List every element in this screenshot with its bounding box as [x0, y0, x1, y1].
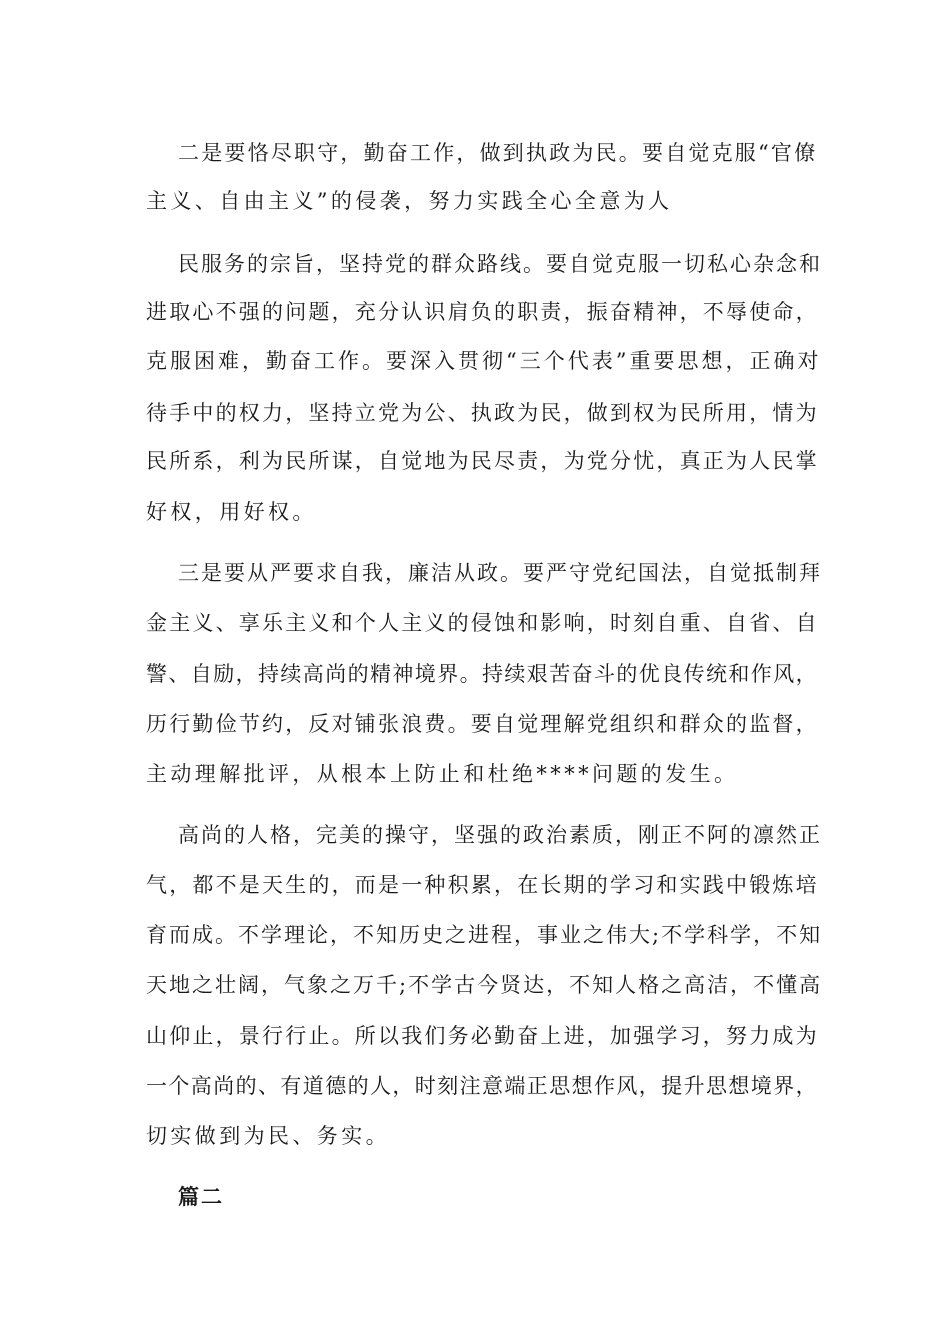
- paragraph-4-line-5: 山仰止，景行行止。所以我们务必勤奋上进，加强学习，努力成为: [146, 1024, 819, 1048]
- paragraph-2-line-1: 民服务的宗旨，坚持党的群众路线。要自觉克服一切私心杂念和: [178, 252, 822, 276]
- paragraph-2-line-6: 好权，用好权。: [146, 500, 317, 524]
- paragraph-3-line-2: 金主义、享乐主义和个人主义的侵蚀和影响，时刻自重、自省、自: [146, 611, 819, 635]
- paragraph-2-line-2: 进取心不强的问题，充分认识肩负的职责，振奋精神，不辱使命，: [146, 300, 819, 324]
- paragraph-3-line-5: 主动理解批评，从根本上防止和杜绝****问题的发生。: [146, 762, 739, 786]
- paragraph-3-line-3: 警、自励，持续高尚的精神境界。持续艰苦奋斗的优良传统和作风，: [146, 662, 818, 686]
- section-heading: 篇二: [178, 1184, 224, 1209]
- paragraph-4-line-7: 切实做到为民、务实。: [146, 1124, 390, 1148]
- paragraph-4-line-2: 气，都不是天生的，而是一种积累，在长期的学习和实践中锻炼培: [146, 873, 819, 897]
- paragraph-2-line-3: 克服困难，勤奋工作。要深入贯彻“三个代表”重要思想，正确对: [146, 349, 822, 373]
- paragraph-4-line-6: 一个高尚的、有道德的人，时刻注意端正思想作风，提升思想境界，: [146, 1074, 818, 1098]
- paragraph-2-line-5: 民所系，利为民所谋，自觉地为民尽责，为党分忧，真正为人民掌: [146, 449, 819, 473]
- paragraph-4-line-4: 天地之壮阔，气象之万千;不学古今贤达，不知人格之高洁，不懂高: [146, 973, 823, 997]
- paragraph-4-line-1: 高尚的人格，完美的操守，坚强的政治素质，刚正不阿的凛然正: [178, 823, 822, 847]
- paragraph-1-line-1: 二是要恪尽职守，勤奋工作，做到执政为民。要自觉克服“官僚: [178, 141, 818, 165]
- paragraph-3-line-4: 历行勤俭节约，反对铺张浪费。要自觉理解党组织和群众的监督，: [146, 712, 819, 736]
- paragraph-4-line-3: 育而成。不学理论，不知历史之进程，事业之伟大;不学科学，不知: [146, 923, 823, 947]
- paragraph-2-line-4: 待手中的权力，坚持立党为公、执政为民，做到权为民所用，情为: [146, 401, 819, 425]
- paragraph-3-line-1: 三是要从严要求自我，廉洁从政。要严守党纪国法，自觉抵制拜: [178, 561, 822, 585]
- paragraph-1-line-2: 主义、自由主义”的侵袭，努力实践全心全意为人: [146, 189, 673, 213]
